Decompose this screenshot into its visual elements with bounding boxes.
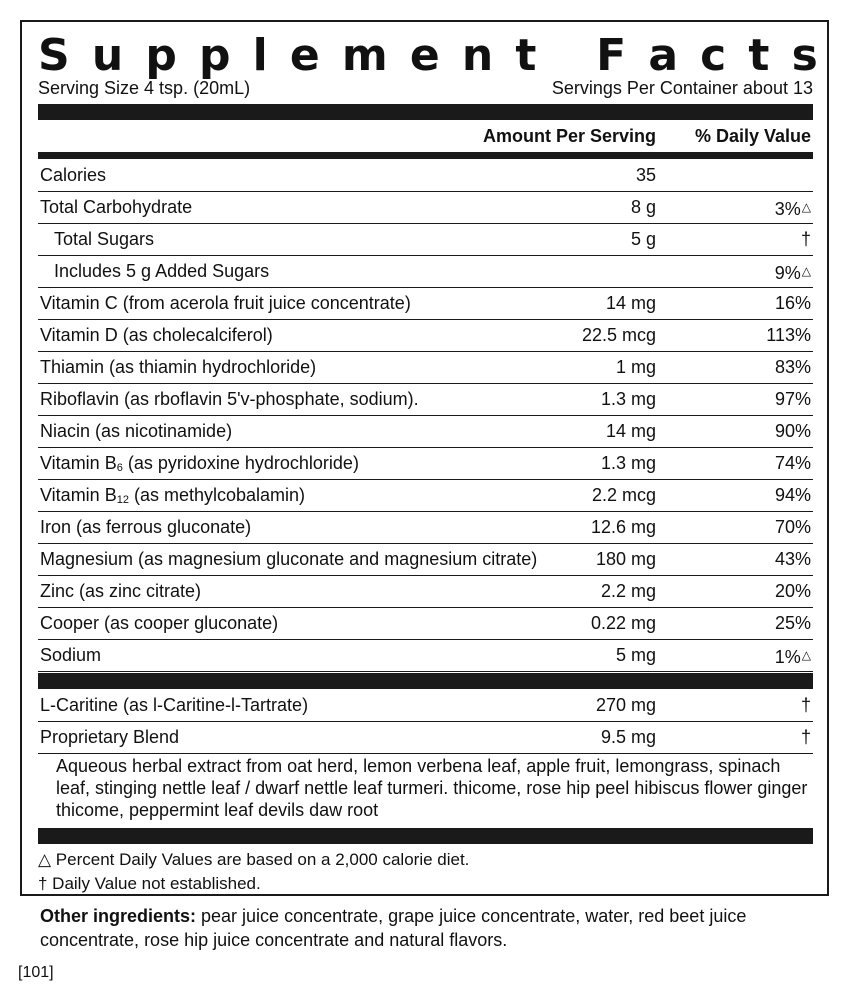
- nutrient-amount: 9.5 mg: [600, 727, 656, 747]
- nutrient-daily-value: 70%: [774, 517, 811, 537]
- nutrient-row: [38, 320, 813, 352]
- nutrient-daily-value: 94%: [774, 485, 811, 505]
- nutrient-row: [38, 352, 813, 384]
- nutrient-daily-value: 74%: [774, 453, 811, 473]
- servings-per-container: Servings Per Container about 13: [551, 78, 813, 98]
- nutrient-daily-value: 16%: [774, 293, 811, 313]
- nutrient-table: [38, 160, 813, 672]
- triangle-mark-icon: △: [801, 200, 811, 214]
- nutrient-amount: 5 mg: [615, 645, 656, 665]
- nutrient-daily-value: 3%△: [774, 199, 811, 219]
- nutrient-daily-value: 25%: [774, 613, 811, 633]
- thick-divider: [38, 828, 813, 844]
- title-letter: n: [461, 30, 494, 81]
- title-space: [559, 34, 574, 78]
- nutrient-daily-value: †: [800, 229, 811, 249]
- nutrient-name: Riboflavin (as rboflavin 5'v-phosphate, sodium).: [40, 389, 419, 409]
- nutrient-name: Thiamin (as thiamin hydrochloride): [40, 357, 317, 377]
- nutrient-amount: 8 g: [630, 197, 656, 217]
- nutrient-daily-value: †: [800, 695, 811, 715]
- nutrient-name: Vitamin D (as cholecalciferol): [40, 325, 273, 345]
- nutrient-amount: 270 mg: [595, 695, 656, 715]
- nutrient-name: Cooper (as cooper gluconate): [40, 613, 279, 633]
- nutrient-name: Vitamin $B_6$ (as pyridoxine hydrochloride): [40, 453, 359, 474]
- nutrient-name: L-Caritine (as l-Caritine-l-Tartrate): [40, 695, 309, 715]
- nutrient-row: [38, 160, 813, 192]
- nutrient-amount: 14 mg: [605, 293, 656, 313]
- nutrient-name: Proprietary Blend: [40, 727, 180, 747]
- nutrient-name: Sodium: [40, 645, 102, 665]
- title-letter: u: [91, 30, 124, 81]
- nutrient-row: [38, 448, 813, 480]
- title-letter: s: [791, 30, 818, 81]
- nutrient-row: [38, 608, 813, 640]
- nutrient-name: Vitamin C (from acerola fruit juice concentrate): [40, 293, 411, 313]
- nutrient-daily-value: 1%△: [774, 647, 811, 667]
- title-letter: c: [700, 30, 727, 81]
- nutrient-name: Iron (as ferrous gluconate): [40, 517, 252, 537]
- nutrient-row: [38, 384, 813, 416]
- nutrient-amount: 1.3 mg: [600, 389, 656, 409]
- nutrient-amount: 12.6 mg: [590, 517, 656, 537]
- nutrient-amount: 1 mg: [615, 357, 656, 377]
- reference-code: [101]: [18, 964, 54, 981]
- nutrient-name: Vitamin $B_{12}$ (as methylcobalamin): [40, 485, 306, 506]
- nutrient-daily-value: †: [800, 727, 811, 747]
- other-ingredients: [40, 904, 828, 952]
- nutrient-name: Total Carbohydrate: [40, 197, 193, 217]
- thick-divider: [38, 104, 813, 120]
- serving-info: [38, 78, 813, 102]
- nutrient-name: Calories: [40, 165, 107, 185]
- daily-value-header: % Daily Value: [694, 126, 811, 146]
- nutrient-row: [38, 512, 813, 544]
- title-letter: p: [199, 30, 231, 81]
- nutrient-row: [38, 640, 813, 672]
- nutrient-daily-value: 113%: [766, 325, 811, 345]
- nutrient-row: [38, 722, 813, 754]
- panel-title: [38, 26, 818, 86]
- nutrient-row: [38, 544, 813, 576]
- nutrient-daily-value: 20%: [774, 581, 811, 601]
- nutrient-daily-value: 90%: [774, 421, 811, 441]
- other-nutrient-table: [38, 690, 813, 754]
- nutrient-amount: 2.2 mcg: [591, 485, 656, 505]
- nutrient-name: Magnesium (as magnesium gluconate and magnesium citrate): [40, 549, 538, 569]
- title-letter: a: [648, 30, 679, 81]
- column-header: [38, 124, 813, 152]
- nutrient-daily-value: 83%: [774, 357, 811, 377]
- serving-size: Serving Size 4 tsp. (20mL): [38, 78, 251, 98]
- title-letter: l: [252, 30, 268, 81]
- thick-divider: [38, 673, 813, 689]
- supplement-facts-panel: [20, 20, 829, 896]
- nutrient-row: [38, 480, 813, 512]
- other-ingredients-text: pear juice concentrate, grape juice concentrate, water, red beet juice concentrate, rose hip juice concentrate and natural flavors.: [40, 906, 747, 950]
- nutrient-daily-value: 43%: [774, 549, 811, 569]
- nutrient-row: [38, 288, 813, 320]
- footnote-daily-values: △ Percent Daily Values are based on a 2,000 calorie diet.: [38, 850, 470, 869]
- nutrient-name: Total Sugars: [54, 229, 155, 249]
- amount-per-serving-header: Amount Per Serving: [482, 126, 656, 146]
- triangle-mark-icon: △: [801, 648, 811, 662]
- title-letter: e: [289, 30, 320, 81]
- nutrient-amount: 180 mg: [595, 549, 656, 569]
- nutrient-name: Niacin (as nicotinamide): [40, 421, 233, 441]
- nutrient-amount: 2.2 mg: [600, 581, 656, 601]
- nutrient-amount: 35: [635, 165, 656, 185]
- nutrient-row: [38, 192, 813, 224]
- nutrient-daily-value: 9%△: [774, 263, 811, 283]
- nutrient-name: Includes 5 g Added Sugars: [54, 261, 270, 281]
- medium-divider: [38, 152, 813, 159]
- title-letter: t: [748, 30, 770, 81]
- nutrient-daily-value: 97%: [774, 389, 811, 409]
- title-letter: S: [38, 30, 70, 81]
- nutrient-row: [38, 224, 813, 256]
- nutrient-row: [38, 256, 813, 288]
- footnotes: [38, 848, 469, 896]
- nutrient-amount: 14 mg: [605, 421, 656, 441]
- nutrient-amount: 5 g: [630, 229, 656, 249]
- nutrient-amount: 0.22 mg: [590, 613, 656, 633]
- footnote-not-established: † Daily Value not established.: [38, 874, 261, 893]
- blend-description: Aqueous herbal extract from oat herd, lemon verbena leaf, apple fruit, lemongrass, spinach leaf, stinging nettle leaf / dwarf nettle leaf turmeri. thicome, rose hip peel hibiscus flower ginger thicome, peppermint leaf devils daw root: [56, 756, 808, 820]
- title-letter: F: [596, 30, 627, 81]
- triangle-mark-icon: △: [801, 264, 811, 278]
- title-letter: m: [341, 30, 388, 81]
- nutrient-row: [38, 576, 813, 608]
- other-ingredients-label: Other ingredients:: [40, 906, 197, 926]
- nutrient-amount: 1.3 mg: [600, 453, 656, 473]
- nutrient-amount: 22.5 mcg: [581, 325, 656, 345]
- nutrient-row: [38, 416, 813, 448]
- title-letter: p: [145, 30, 177, 81]
- nutrient-row: [38, 690, 813, 722]
- title-letter: e: [409, 30, 440, 81]
- title-letter: t: [515, 30, 537, 81]
- nutrient-name: Zinc (as zinc citrate): [40, 581, 202, 601]
